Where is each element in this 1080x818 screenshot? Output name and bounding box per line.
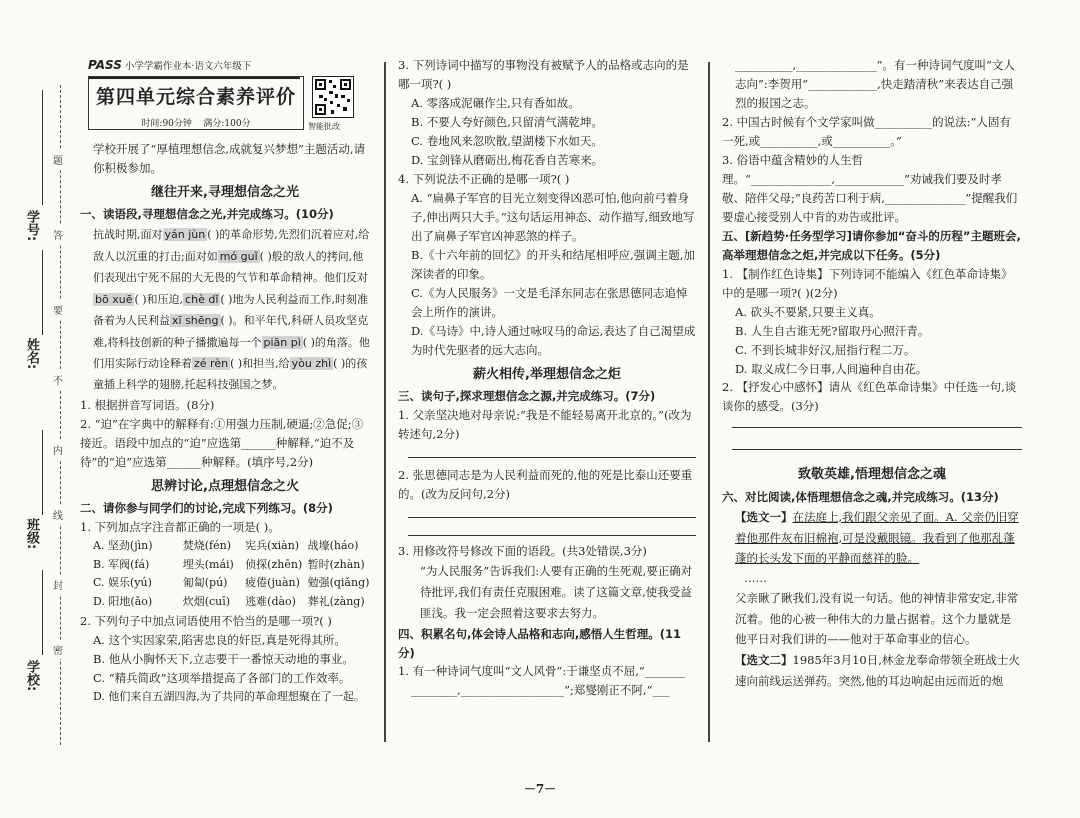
option[interactable]: C. 不到长城非好汉,屈指行程二万。: [735, 342, 916, 357]
option[interactable]: D. 宝剑锋从磨砺出,梅花香自苦寒来。: [411, 152, 604, 167]
answer-line[interactable]: [732, 416, 1022, 428]
selection-1-cont: 父亲瞅了瞅我们,没有说一句话。他的神情非常安定,非常沉着。他的心被一种伟大的力量占据着。这个力量就是他平日对我们讲的——他对于革命事业的信心。: [735, 590, 1019, 647]
title-box: [88, 76, 304, 130]
p5-question-2: 2. 【抒发心中感怀】请从《红色革命诗集》中任选一句,谈谈你的感受。(3分): [722, 380, 1017, 414]
p4-question-1-end[interactable]: __________,______________”。有一种诗词气度叫“文人志向”:李贺用“____________,快走踏清秋”来表达自己强烈的报国之志。: [735, 58, 1015, 110]
edit-passage: “为人民服务”告诉我们:人要有正确的生死观,要正确对待批评,我们有责任克服困难。读了这篇文章,使我受益匪浅。我一定会照着这要求去努力。: [420, 563, 693, 621]
option-cell: 侦探(zhēn): [245, 557, 303, 571]
question-2: 2. “迫”在字典中的解释有:①用强力压制,硬逼;②急促;③接近。语段中加点的“迫”应选第______种解释,“迫不及待”的“迫”应选第______种解释。(填序号,2分): [80, 416, 364, 469]
school-label: 学校:: [24, 660, 39, 692]
option-row[interactable]: [80, 556, 370, 575]
part-4-title: 四、积累名句,体会诗人品格和志向,感悟人生哲理。(11分): [398, 626, 681, 660]
section-title: 思辨讨论,点理想信念之火: [151, 478, 299, 494]
cut-char: 要: [53, 300, 63, 319]
page-title: 第四单元综合素养评价: [95, 86, 296, 108]
pinyin-prompt: zé rèn: [194, 356, 229, 370]
option-cell: 战壕(háo): [307, 539, 359, 553]
option[interactable]: D. 取义成仁今日事,人间遍种自由花。: [735, 361, 928, 376]
part-1-title: 一、读语段,寻理想信念之光,并完成练习。(10分): [80, 207, 334, 222]
part-2-title: 二、请你参与同学们的讨论,完成下列练习。(8分): [80, 501, 333, 516]
question-1: 1. 根据拼音写词语。(8分): [80, 397, 215, 412]
exam-time: 时间:90分钟: [141, 119, 192, 130]
p3-question-2: 2. 张思德同志是为人民利益而死的,他的死是比泰山还要重的。(改为反问句,2分): [398, 467, 693, 501]
passage-text: ( )的角落。他们用实际行动诠释着: [93, 335, 370, 370]
option-cell: 勉强(qiǎng): [307, 576, 370, 590]
pinyin-prompt: piān pì: [263, 335, 301, 349]
option-cell: D. 阳地(ǎo): [93, 595, 153, 609]
cut-char: 题: [53, 150, 63, 169]
option-cell: 葬礼(zàng): [307, 595, 365, 609]
school-line: [42, 570, 43, 655]
option-cell: B. 军阀(fá): [93, 557, 150, 571]
p4-question-1: 1. 有一种诗词气度叫“文人风骨”:于谦坚贞不屈,“_______: [398, 664, 686, 679]
column-1: [80, 56, 370, 706]
option-cell: 炊烟(cuī): [182, 595, 231, 609]
option-cell: 焚烧(fén): [182, 539, 231, 553]
cut-char: 不: [53, 370, 63, 389]
brand-text: 小学学霸作业本·语文六年级下: [124, 61, 252, 72]
pinyin-prompt: chè dǐ: [185, 292, 219, 306]
student-id-label: 学号:: [24, 210, 39, 242]
option[interactable]: C.《为人民服务》一文是毛泽东同志在张思德同志追悼会上所作的演讲。: [411, 285, 688, 319]
cut-char: 线: [53, 505, 63, 524]
option-cell: 埋头(mái): [182, 557, 234, 571]
passage-text: ( )的革命形势,先烈们沉着应对,给敌人以沉重的打击;面对如: [93, 228, 370, 263]
ellipsis: ……: [744, 570, 767, 585]
cut-char: 内: [53, 440, 63, 459]
option[interactable]: A. “扁鼻子军官的目光立刻变得凶恶可怕,他向前弓着身子,伸出两只大手。”这句话运用神态、动作描写,细致地写出了扁鼻子军官凶神恶煞的样子。: [411, 190, 695, 243]
section-title: 薪火相传,举理想信念之炬: [473, 366, 621, 382]
part-6-title: 六、对比阅读,体悟理想信念之魂,并完成练习。(13分): [722, 489, 999, 504]
exam-header: [80, 56, 370, 134]
answer-line[interactable]: [732, 438, 1022, 450]
reading-passage: [80, 224, 370, 396]
option[interactable]: D.《马诗》中,诗人通过咏叹马的命运,表达了自己渴望成为时代先驱者的远大志向。: [411, 323, 696, 357]
qr-code-icon[interactable]: [312, 76, 354, 118]
name-line: [42, 250, 43, 335]
option[interactable]: B. 人生自古谁无死?留取丹心照汗青。: [735, 323, 930, 338]
option-row[interactable]: [80, 574, 370, 593]
part-5-title: 五、[新趋势·任务型学习]请你参加“奋斗的历程”主题班会,高举理想信念之炬,并完成以下任务。(5分): [722, 228, 1021, 262]
selection-label: 【选文二】: [735, 652, 793, 667]
passage-text: ( )地为人民利益而工作,时刻准备着为人民利益: [93, 292, 368, 328]
class-line: [42, 430, 43, 515]
pinyin-prompt: mó guǐ: [219, 249, 258, 263]
p4-question-2[interactable]: 2. 中国古时候有个文学家叫做__________的说法:“人固有一死,或__________,或__________。”: [722, 114, 1011, 148]
passage-text: ( )的孩童插上科学的翅膀,托起科技强国之梦。: [93, 356, 368, 392]
exam-score: 满分:100分: [203, 119, 251, 130]
class-label: 班级:: [24, 518, 39, 550]
brand-logo: PASS: [88, 58, 122, 72]
answer-line[interactable]: [408, 444, 696, 458]
section-title: 继往开来,寻理想信念之光: [151, 184, 299, 200]
pinyin-prompt: yán jùn: [164, 228, 206, 242]
binding-margin: [0, 0, 78, 818]
option[interactable]: D. 他们来自五湖四海,为了共同的革命理想聚在了一起。: [93, 689, 365, 703]
option[interactable]: A. 砍头不要紧,只要主义真。: [735, 304, 881, 319]
option-cell: 逃难(dào): [245, 595, 296, 609]
option[interactable]: B. 他从小胸怀天下,立志要干一番惊天动地的事业。: [93, 651, 354, 666]
cut-char: 答: [53, 225, 63, 244]
p2-q1-options: [80, 537, 370, 612]
selection-1: [722, 507, 1022, 569]
passage-text: ( )和担当,给: [230, 356, 290, 370]
answer-line[interactable]: [408, 524, 696, 536]
option[interactable]: A. 零落成泥碾作尘,只有香如故。: [411, 95, 580, 110]
option[interactable]: B. 不要人夸好颜色,只留清气满乾坤。: [411, 114, 603, 129]
student-id-line: [42, 90, 43, 205]
column-3: [722, 56, 1022, 691]
answer-line[interactable]: [408, 504, 696, 518]
passage-text: ( )般的敌人的拷问,他们表现出宁死不屈的大无畏的气节和革命精神。他们反对: [93, 249, 368, 285]
p2-question-2: 2. 下列句子中加点词语使用不恰当的是哪一项?( ): [80, 613, 332, 628]
cut-char: 封: [53, 575, 63, 594]
option-cell: 暂时(zhàn): [307, 557, 365, 571]
option-cell: 匍匐(pú): [182, 576, 228, 590]
option[interactable]: B.《十六年前的回忆》的开头和结尾相呼应,强调主题,加深读者的印象。: [411, 247, 695, 281]
passage-text: ( )和压迫,: [134, 292, 184, 306]
page-number: －7－: [523, 782, 557, 796]
option-cell: C. 娱乐(yú): [93, 576, 152, 590]
passage-text: 抗战时期,面对: [93, 228, 163, 242]
selection-text: 在法庭上,我们跟父亲见了面。A. 父亲仍旧穿着他那件灰布旧棉袍,可是没戴眼镜。我看到了他那乱蓬蓬的长头发下面的平静而慈祥的脸。: [735, 509, 1019, 566]
p4-question-1-cont[interactable]: ________,__________________”;郑燮刚正不阿,“___: [411, 683, 670, 698]
selection-text: 1985年3月10日,林金龙奉命带领全班战士火速向前线运送弹药。突然,他的耳边响起由远而近的炮: [735, 652, 1020, 688]
option[interactable]: A. 这个实因家荣,陷害忠良的奸臣,真是死得其所。: [93, 632, 346, 647]
option-row[interactable]: [80, 537, 370, 556]
p3-question-1: 1. 父亲坚决地对母亲说:“我是不能轻易离开北京的。”(改为转述句,2分): [398, 407, 692, 441]
section-title: 致敬英雄,悟理想信念之魂: [798, 467, 946, 483]
part-3-title: 三、读句子,探求理想信念之源,并完成练习。(7分): [398, 388, 656, 403]
passage-text: ( )。和平年代,科研人员攻坚克难,将科技创新的种子播撒遍每一个: [93, 314, 369, 349]
option[interactable]: C. “精兵简政”这项举措提高了各部门的工作效率。: [93, 670, 351, 685]
option-cell: 宪兵(xiàn): [245, 539, 300, 553]
cut-char: 密: [53, 640, 63, 659]
pinyin-prompt: xī shēng: [172, 314, 219, 328]
p3-question-3: 3. 用修改符号修改下面的语段。(共3处错误,3分): [398, 543, 647, 558]
p2-question-1: 1. 下列加点字注音都正确的一项是( )。: [80, 520, 280, 535]
name-label: 姓名:: [24, 338, 39, 370]
question-4: 4. 下列说法不正确的是哪一项?( ): [398, 171, 570, 186]
p4-question-3[interactable]: 3. 俗语中蕴含精妙的人生哲理。“______________,____________”劝诫我们要及时孝敬、陪伴父母;“良药苦口利于病,______________”提醒我们要虚心接受别人中肯的劝告或批评。: [722, 152, 1018, 224]
question-3: 3. 下列诗词中描写的事物没有被赋予人的品格或志向的是哪一项?( ): [398, 58, 689, 91]
qr-label: 智能批改: [308, 122, 340, 131]
column-2: [398, 56, 696, 700]
pinyin-prompt: bō xuē: [95, 292, 133, 306]
column-divider: [708, 62, 710, 742]
selection-2: [722, 650, 1022, 691]
column-divider: [384, 62, 386, 742]
p5-question-1: 1. 【制作红色诗集】下列诗词不能编入《红色革命诗集》中的是哪一项?( )(2分): [722, 266, 1013, 300]
pinyin-prompt: yòu zhì: [291, 356, 332, 370]
option[interactable]: C. 卷地风来忽吹散,望湖楼下水如天。: [411, 133, 603, 148]
exam-meta: [89, 117, 303, 132]
option-row[interactable]: [80, 593, 370, 612]
selection-label: 【选文一】: [735, 509, 793, 524]
intro-text: 学校开展了“厚植理想信念,成就复兴梦想”主题活动,请你积极参加。: [93, 142, 366, 175]
option-cell: 疲倦(juàn): [245, 576, 300, 590]
option-cell: A. 坚劲(jìn): [93, 539, 153, 553]
